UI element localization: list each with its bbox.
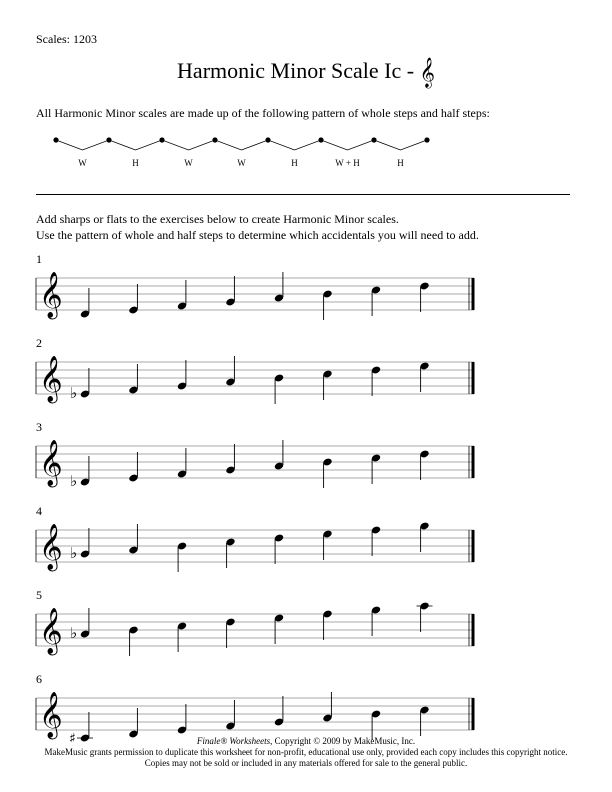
note (128, 625, 139, 656)
exercise-6 (30, 672, 480, 742)
scale-degree-dot (424, 137, 429, 142)
note (322, 369, 333, 400)
treble-clef-icon: 𝄞 (39, 272, 63, 318)
note (322, 457, 333, 488)
exercise-4 (30, 504, 480, 574)
exercise-1 (30, 252, 480, 322)
exercise-number: 6 (36, 672, 42, 686)
divider-line (36, 194, 570, 195)
page-title: Harmonic Minor Scale Ic - (177, 58, 415, 83)
pattern-intro: All Harmonic Minor scales are made up of the following pattern of whole steps and half steps: (36, 106, 490, 120)
note (371, 365, 382, 396)
exercise-number: 5 (36, 588, 42, 602)
flat-icon: ♭ (70, 624, 78, 642)
music-staff (30, 256, 482, 322)
note (274, 272, 285, 303)
note (371, 605, 382, 636)
page-title-row (0, 58, 612, 89)
note (70, 528, 90, 562)
note (225, 537, 236, 568)
scale-degree-dot (318, 137, 323, 142)
step-pattern-diagram (36, 126, 436, 176)
treble-clef-icon: 𝄞 (419, 58, 435, 88)
exercise-3 (30, 420, 480, 490)
instruction-line-1: Add sharps or flats to the exercises below to create Harmonic Minor scales. (36, 212, 399, 226)
note (128, 708, 139, 739)
scale-degree-dot (265, 137, 270, 142)
music-staff (30, 340, 482, 406)
note (128, 364, 139, 395)
footer-line-1 (0, 736, 612, 747)
note (322, 289, 333, 320)
treble-clef-icon: 𝄞 (39, 356, 63, 402)
sharp-icon: ♯ (69, 731, 76, 742)
note (177, 704, 188, 735)
scale-degree-dot (106, 137, 111, 142)
step-label: H (132, 158, 139, 168)
exercise-number: 4 (36, 504, 42, 518)
note (177, 621, 188, 652)
step-label: H (397, 158, 404, 168)
note (128, 284, 139, 315)
note (70, 608, 90, 642)
note (322, 609, 333, 640)
exercise-2 (30, 336, 480, 406)
note (177, 448, 188, 479)
note (274, 373, 285, 404)
flat-icon: ♭ (70, 384, 78, 402)
footer-line-2: MakeMusic grants permission to duplicate this worksheet for non-profit, educational use only, provided each copy includes this copyright notice. (44, 747, 568, 757)
step-label: W (184, 158, 193, 168)
footer-copyright: , Copyright © 2009 by MakeMusic, Inc. (270, 736, 416, 746)
note (371, 525, 382, 556)
note (419, 705, 430, 736)
instruction-line-2: Use the pattern of whole and half steps to determine which accidentals you will need to add. (36, 228, 479, 242)
note (177, 280, 188, 311)
note (371, 285, 382, 316)
music-staff (30, 592, 482, 658)
scale-degree-dot (371, 137, 376, 142)
note (225, 444, 236, 475)
flat-icon: ♭ (70, 544, 78, 562)
flat-icon: ♭ (70, 472, 78, 490)
note (419, 449, 430, 480)
scale-degree-dot (159, 137, 164, 142)
copyright-footer (0, 736, 612, 769)
note (417, 601, 433, 632)
exercise-number: 3 (36, 420, 42, 434)
exercise-number: 2 (36, 336, 42, 350)
exercise-number: 1 (36, 252, 42, 266)
scale-degree-dot (212, 137, 217, 142)
note (225, 276, 236, 307)
note (322, 692, 333, 723)
treble-clef-icon: 𝄞 (39, 440, 63, 486)
note (322, 529, 333, 560)
step-pattern-line (56, 140, 427, 150)
music-staff (30, 424, 482, 490)
treble-clef-icon: 𝄞 (39, 524, 63, 570)
note (274, 696, 285, 727)
note (177, 360, 188, 391)
note (70, 368, 90, 402)
step-label: W (78, 158, 87, 168)
note (225, 617, 236, 648)
treble-clef-icon: 𝄞 (39, 692, 63, 738)
scale-degree-dot (53, 137, 58, 142)
note (274, 440, 285, 471)
note (419, 281, 430, 312)
note (419, 521, 430, 552)
footer-line-3: Copies may not be sold or included in any materials offered for sale to the general public. (144, 758, 468, 768)
step-label: H (291, 158, 298, 168)
note (419, 361, 430, 392)
worksheet-id: Scales: 1203 (36, 32, 97, 46)
note (371, 453, 382, 484)
footer-product-name: Finale® Worksheets (196, 736, 271, 746)
note (274, 613, 285, 644)
note (177, 541, 188, 572)
music-staff (30, 676, 482, 742)
note (225, 700, 236, 731)
note (70, 456, 90, 490)
note (274, 533, 285, 564)
treble-clef-icon: 𝄞 (39, 608, 63, 654)
note (128, 452, 139, 483)
note (225, 356, 236, 387)
step-label: W (237, 158, 246, 168)
note (128, 524, 139, 555)
note (80, 288, 91, 319)
step-label: W + H (335, 158, 360, 168)
exercise-5 (30, 588, 480, 658)
music-staff (30, 508, 482, 574)
